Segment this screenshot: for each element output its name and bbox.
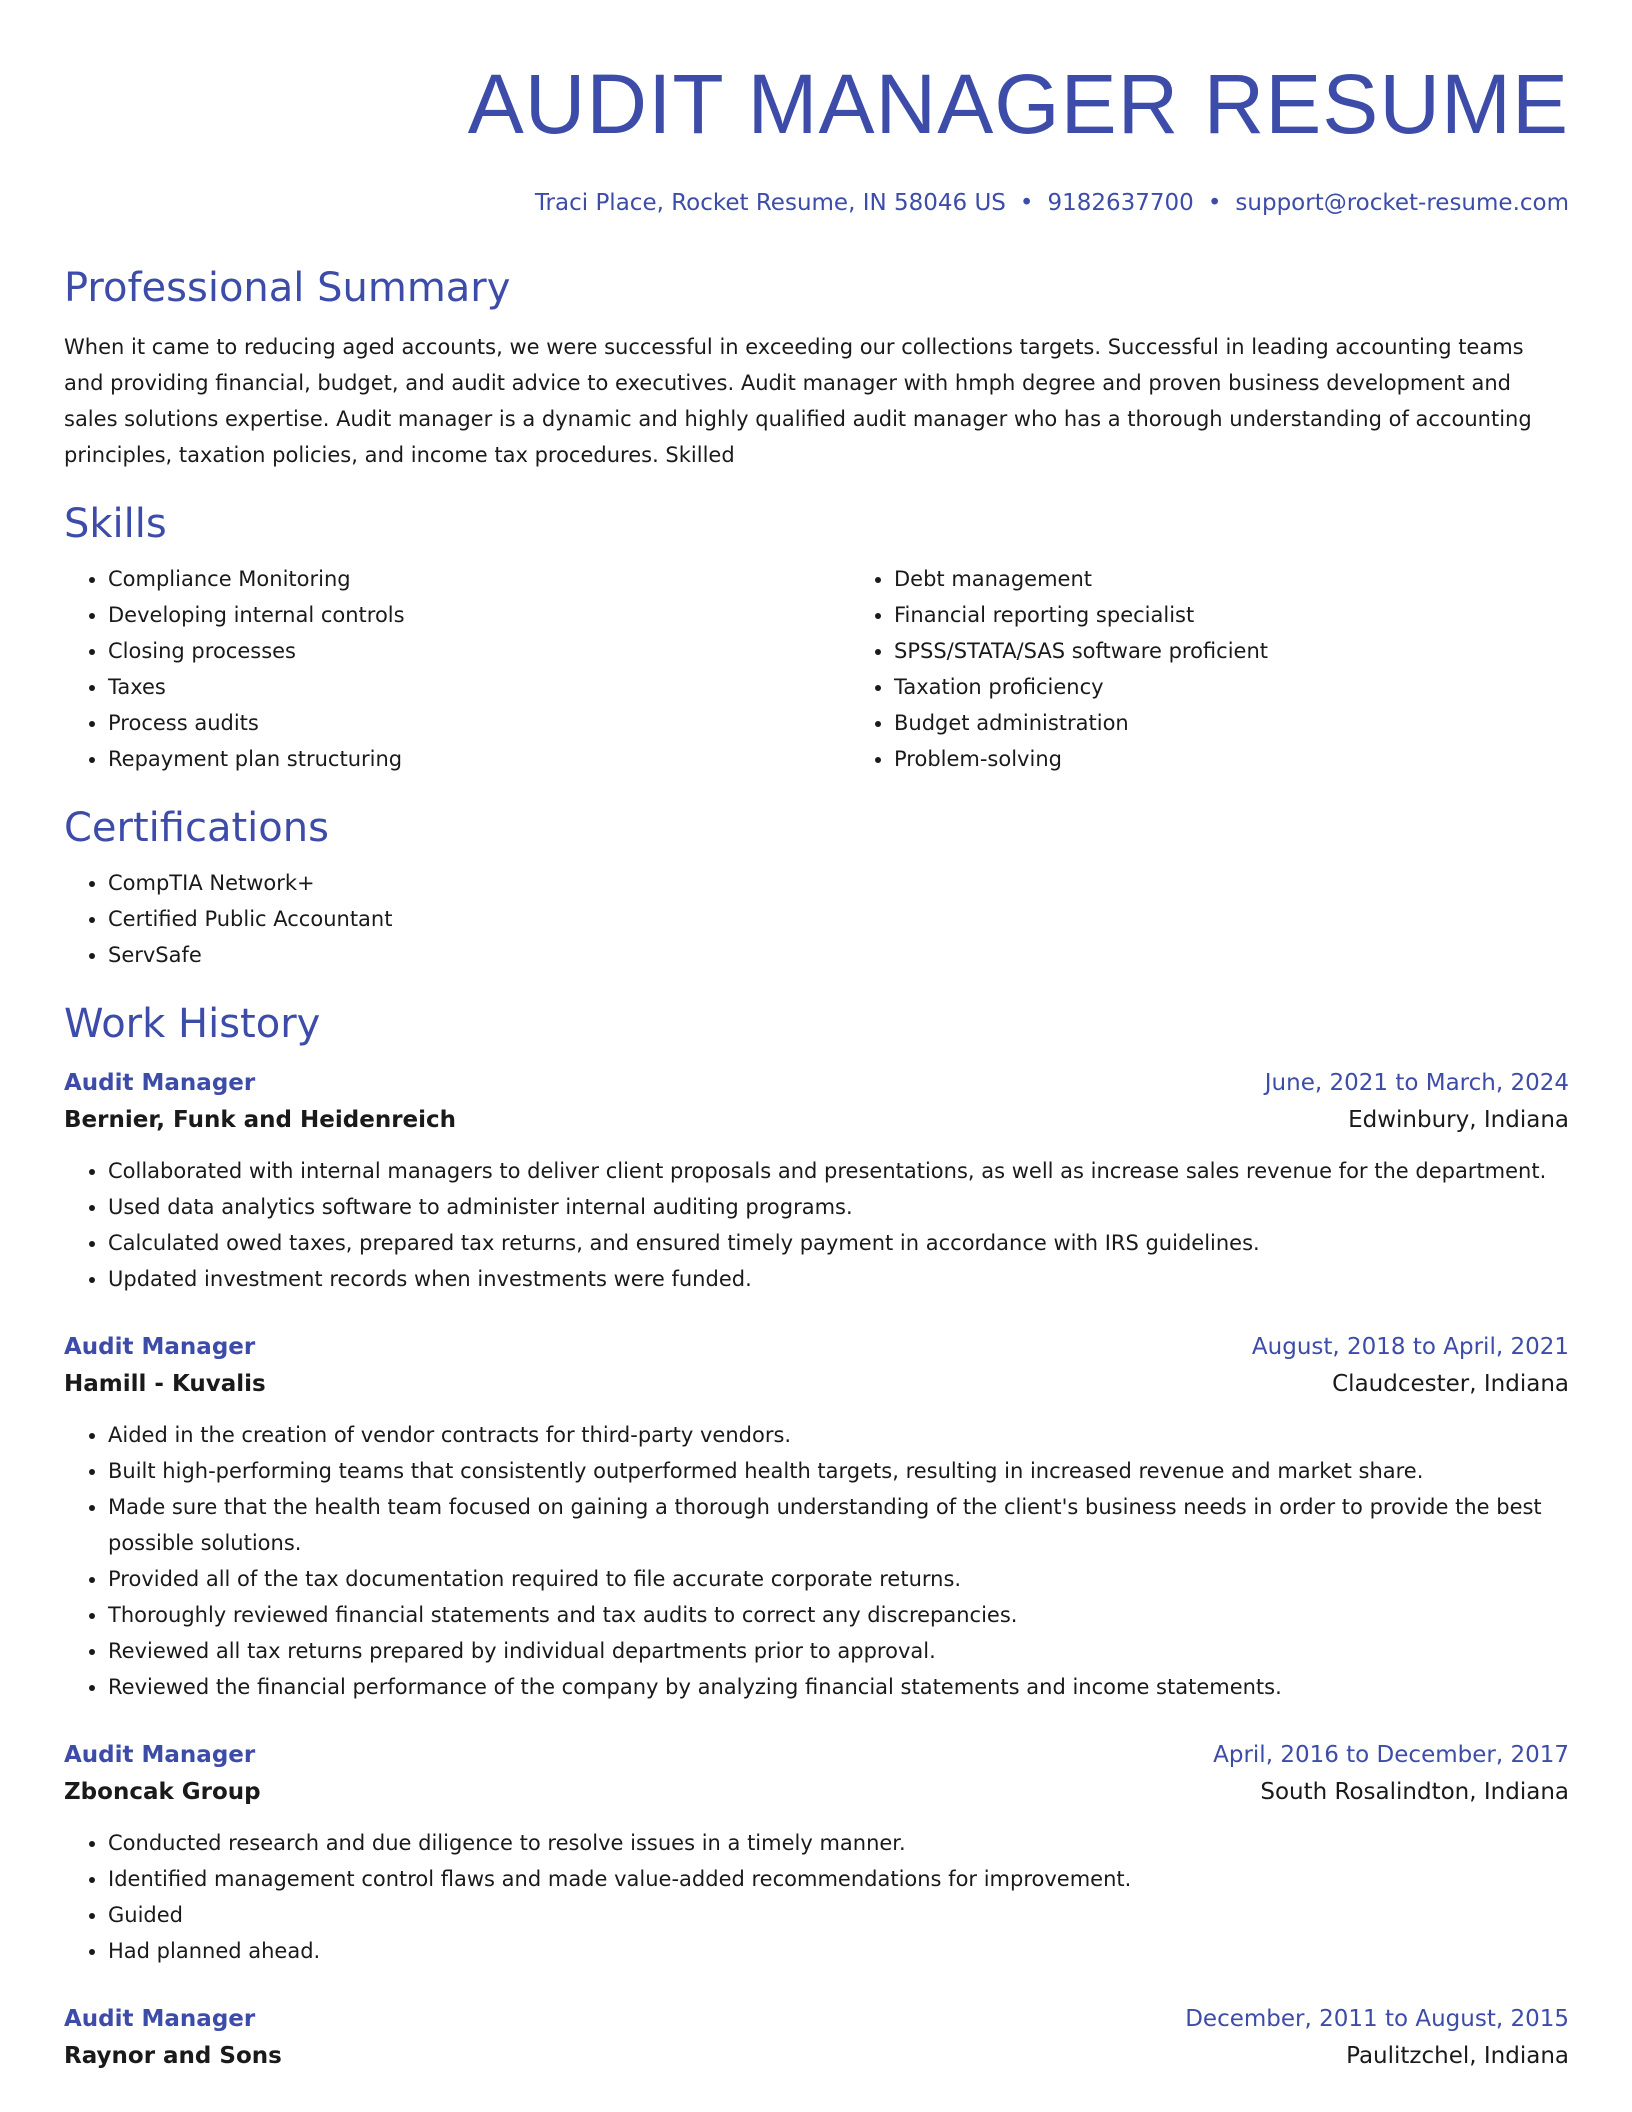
job-row-role: [64, 1329, 1569, 1365]
job-bullet: • Calculated owed taxes, prepared tax returns, and ensured timely payment in accordance with IRS guidelines.: [108, 1225, 1569, 1261]
skills-heading: Skills: [64, 501, 167, 547]
summary-heading: Professional Summary: [64, 265, 511, 311]
resume-title: AUDIT MANAGER RESUME: [467, 57, 1569, 151]
skill-item: • Repayment plan structuring: [108, 741, 850, 777]
work-history-heading: Work History: [64, 1001, 321, 1047]
job-row-role: [64, 2001, 1569, 2037]
job-entry: [64, 1737, 1569, 1969]
skill-item: • Problem-solving: [894, 741, 1569, 777]
skill-item: • Closing processes: [108, 633, 850, 669]
job-bullet: • Collaborated with internal managers to deliver client proposals and presentations, as well as increase sales revenue for the department.: [108, 1153, 1569, 1189]
job-bullets: [64, 1417, 1569, 1705]
job-location: Edwinbury, Indiana: [1348, 1107, 1569, 1133]
job-bullet: • Reviewed all tax returns prepared by individual departments prior to approval.: [108, 1633, 1569, 1669]
job-row-role: [64, 1065, 1569, 1101]
certification-item: • CompTIA Network+: [108, 865, 1569, 901]
skill-item: • Process audits: [108, 705, 850, 741]
job-entry: [64, 2001, 1569, 2075]
job-bullet: • Built high-performing teams that consistently outperformed health targets, resulting in increased revenue and market share.: [108, 1453, 1569, 1489]
job-dates: June, 2021 to March, 2024: [1264, 1070, 1569, 1096]
contact-separator: •: [1019, 190, 1034, 216]
job-role: Audit Manager: [64, 2006, 256, 2032]
job-company: Zboncak Group: [64, 1779, 261, 1805]
job-bullet: • Provided all of the tax documentation required to file accurate corporate returns.: [108, 1561, 1569, 1597]
job-role: Audit Manager: [64, 1070, 256, 1096]
job-bullet: • Thoroughly reviewed financial statements and tax audits to correct any discrepancies.: [108, 1597, 1569, 1633]
skills-columns: [64, 561, 1569, 777]
contact-line: [64, 188, 1569, 218]
summary-text: When it came to reducing aged accounts, we were successful in exceeding our collections targets. Successful in leading accounting teams and providing financial, budget, and audit advice to executives. Audit manager with hmph degree and proven business development and sales solutions expertise. Audit manager is a dynamic and highly qualified audit manager who has a thorough understanding of accounting principles, taxation policies, and income tax procedures. Skilled: [64, 335, 1532, 467]
job-bullet: • Used data analytics software to administer internal auditing programs.: [108, 1189, 1569, 1225]
certification-item: • Certified Public Accountant: [108, 901, 1569, 937]
job-location: South Rosalindton, Indiana: [1260, 1779, 1569, 1805]
certification-item: • ServSafe: [108, 937, 1569, 973]
job-dates: December, 2011 to August, 2015: [1185, 2006, 1569, 2032]
job-role: Audit Manager: [64, 1742, 256, 1768]
job-entry: [64, 1329, 1569, 1705]
skill-item: • Debt management: [894, 561, 1569, 597]
job-bullet: • Updated investment records when investments were funded.: [108, 1261, 1569, 1297]
job-row-company: [64, 1101, 1569, 1139]
job-row-role: [64, 1737, 1569, 1773]
skill-item: • Taxation proficiency: [894, 669, 1569, 705]
job-bullets: [64, 1825, 1569, 1969]
job-location: Paulitzchel, Indiana: [1346, 2043, 1569, 2069]
skill-item: • Compliance Monitoring: [108, 561, 850, 597]
contact-separator: •: [1207, 190, 1222, 216]
skill-item: • Financial reporting specialist: [894, 597, 1569, 633]
skills-list-right: [850, 561, 1569, 777]
job-bullet: • Had planned ahead.: [108, 1933, 1569, 1969]
skill-item: • SPSS/STATA/SAS software proficient: [894, 633, 1569, 669]
job-row-company: [64, 1365, 1569, 1403]
skill-item: • Budget administration: [894, 705, 1569, 741]
job-bullet: • Made sure that the health team focused on gaining a thorough understanding of the client's business needs in order to provide the best possible solutions.: [108, 1489, 1569, 1561]
certifications-list: [64, 865, 1569, 973]
job-bullet: • Conducted research and due diligence to resolve issues in a timely manner.: [108, 1825, 1569, 1861]
skill-item: • Developing internal controls: [108, 597, 850, 633]
job-bullet: • Guided: [108, 1897, 1569, 1933]
skills-list-left: [64, 561, 850, 777]
job-location: Claudcester, Indiana: [1332, 1371, 1569, 1397]
certifications-heading: Certifications: [64, 805, 329, 851]
contact-email[interactable]: support@rocket-resume.com: [1235, 190, 1569, 216]
job-row-company: [64, 1773, 1569, 1811]
skill-item: • Taxes: [108, 669, 850, 705]
job-row-company: [64, 2037, 1569, 2075]
job-role: Audit Manager: [64, 1334, 256, 1360]
job-company: Hamill - Kuvalis: [64, 1371, 266, 1397]
contact-phone: 9182637700: [1047, 190, 1194, 216]
resume-header: [64, 0, 1569, 218]
job-entry: [64, 1065, 1569, 1297]
job-company: Bernier, Funk and Heidenreich: [64, 1107, 457, 1133]
job-dates: April, 2016 to December, 2017: [1213, 1742, 1569, 1768]
job-dates: August, 2018 to April, 2021: [1251, 1334, 1569, 1360]
job-bullet: • Aided in the creation of vendor contracts for third-party vendors.: [108, 1417, 1569, 1453]
job-bullet: • Reviewed the financial performance of the company by analyzing financial statements and income statements.: [108, 1669, 1569, 1705]
job-bullets: [64, 1153, 1569, 1297]
contact-address: Traci Place, Rocket Resume, IN 58046 US: [534, 190, 1006, 216]
job-bullet: • Identified management control flaws and made value-added recommendations for improvement.: [108, 1861, 1569, 1897]
job-company: Raynor and Sons: [64, 2043, 282, 2069]
